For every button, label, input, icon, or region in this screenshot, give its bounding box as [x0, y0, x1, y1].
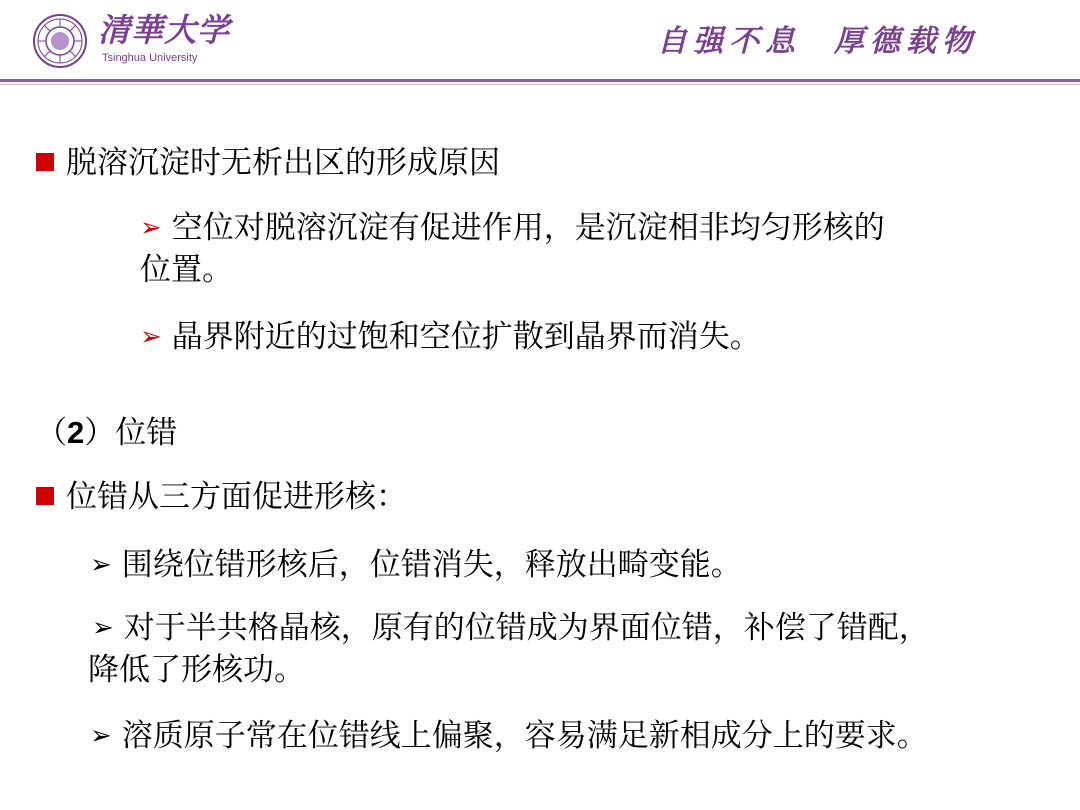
- sub-bullet-item: [92, 608, 930, 650]
- sub-bullet-item: [90, 716, 928, 758]
- sub-bullet-text: 空位对脱溶沉淀有促进作用，是沉淀相非均匀形核的: [171, 210, 885, 246]
- sub-bullet-text: 围绕位错形核后，位错消失，释放出畸变能。: [121, 547, 742, 583]
- sub-bullet-text: 位置。: [140, 252, 233, 288]
- arrowhead-bullet-icon: ➢: [140, 322, 162, 352]
- school-motto: 自强不息 厚德载物: [657, 24, 978, 59]
- sub-bullet-item: [90, 545, 742, 587]
- sub-bullet-continuation: [140, 250, 233, 290]
- arrowhead-bullet-icon: ➢: [90, 550, 112, 580]
- bullet-text: 位错从三方面促进形核：: [66, 479, 407, 515]
- bullet-item: [36, 477, 407, 517]
- logo-english: Tsinghua University: [102, 52, 198, 64]
- sub-bullet-text: 溶质原子常在位错线上偏聚，容易满足新相成分上的要求。: [121, 718, 928, 754]
- arrowhead-bullet-icon: ➢: [90, 721, 112, 751]
- section-heading: （2）位错: [36, 415, 178, 451]
- header-divider: [0, 79, 1080, 82]
- logo-chinese: 清華大学: [98, 11, 231, 49]
- red-square-icon: [36, 153, 54, 171]
- section-title: 位错: [115, 415, 178, 451]
- sub-bullet-text: 降低了形核功。: [88, 652, 305, 688]
- bullet-text: 脱溶沉淀时无析出区的形成原因: [66, 145, 500, 181]
- slide-header: [0, 0, 1080, 80]
- bullet-item: [36, 143, 500, 183]
- tsinghua-seal-icon: [33, 14, 87, 68]
- arrowhead-bullet-icon: ➢: [92, 613, 114, 643]
- sub-bullet-text: 晶界附近的过饱和空位扩散到晶界而消失。: [171, 319, 761, 355]
- sub-bullet-continuation: [88, 650, 305, 690]
- header-divider-thin: [0, 84, 1080, 85]
- sub-bullet-text: 对于半共格晶核，原有的位错成为界面位错，补偿了错配，: [123, 610, 930, 646]
- sub-bullet-item: [140, 208, 885, 250]
- arrowhead-bullet-icon: ➢: [140, 213, 162, 243]
- sub-bullet-item: [140, 317, 761, 359]
- section-number: 2: [67, 415, 85, 450]
- red-square-icon: [36, 487, 54, 505]
